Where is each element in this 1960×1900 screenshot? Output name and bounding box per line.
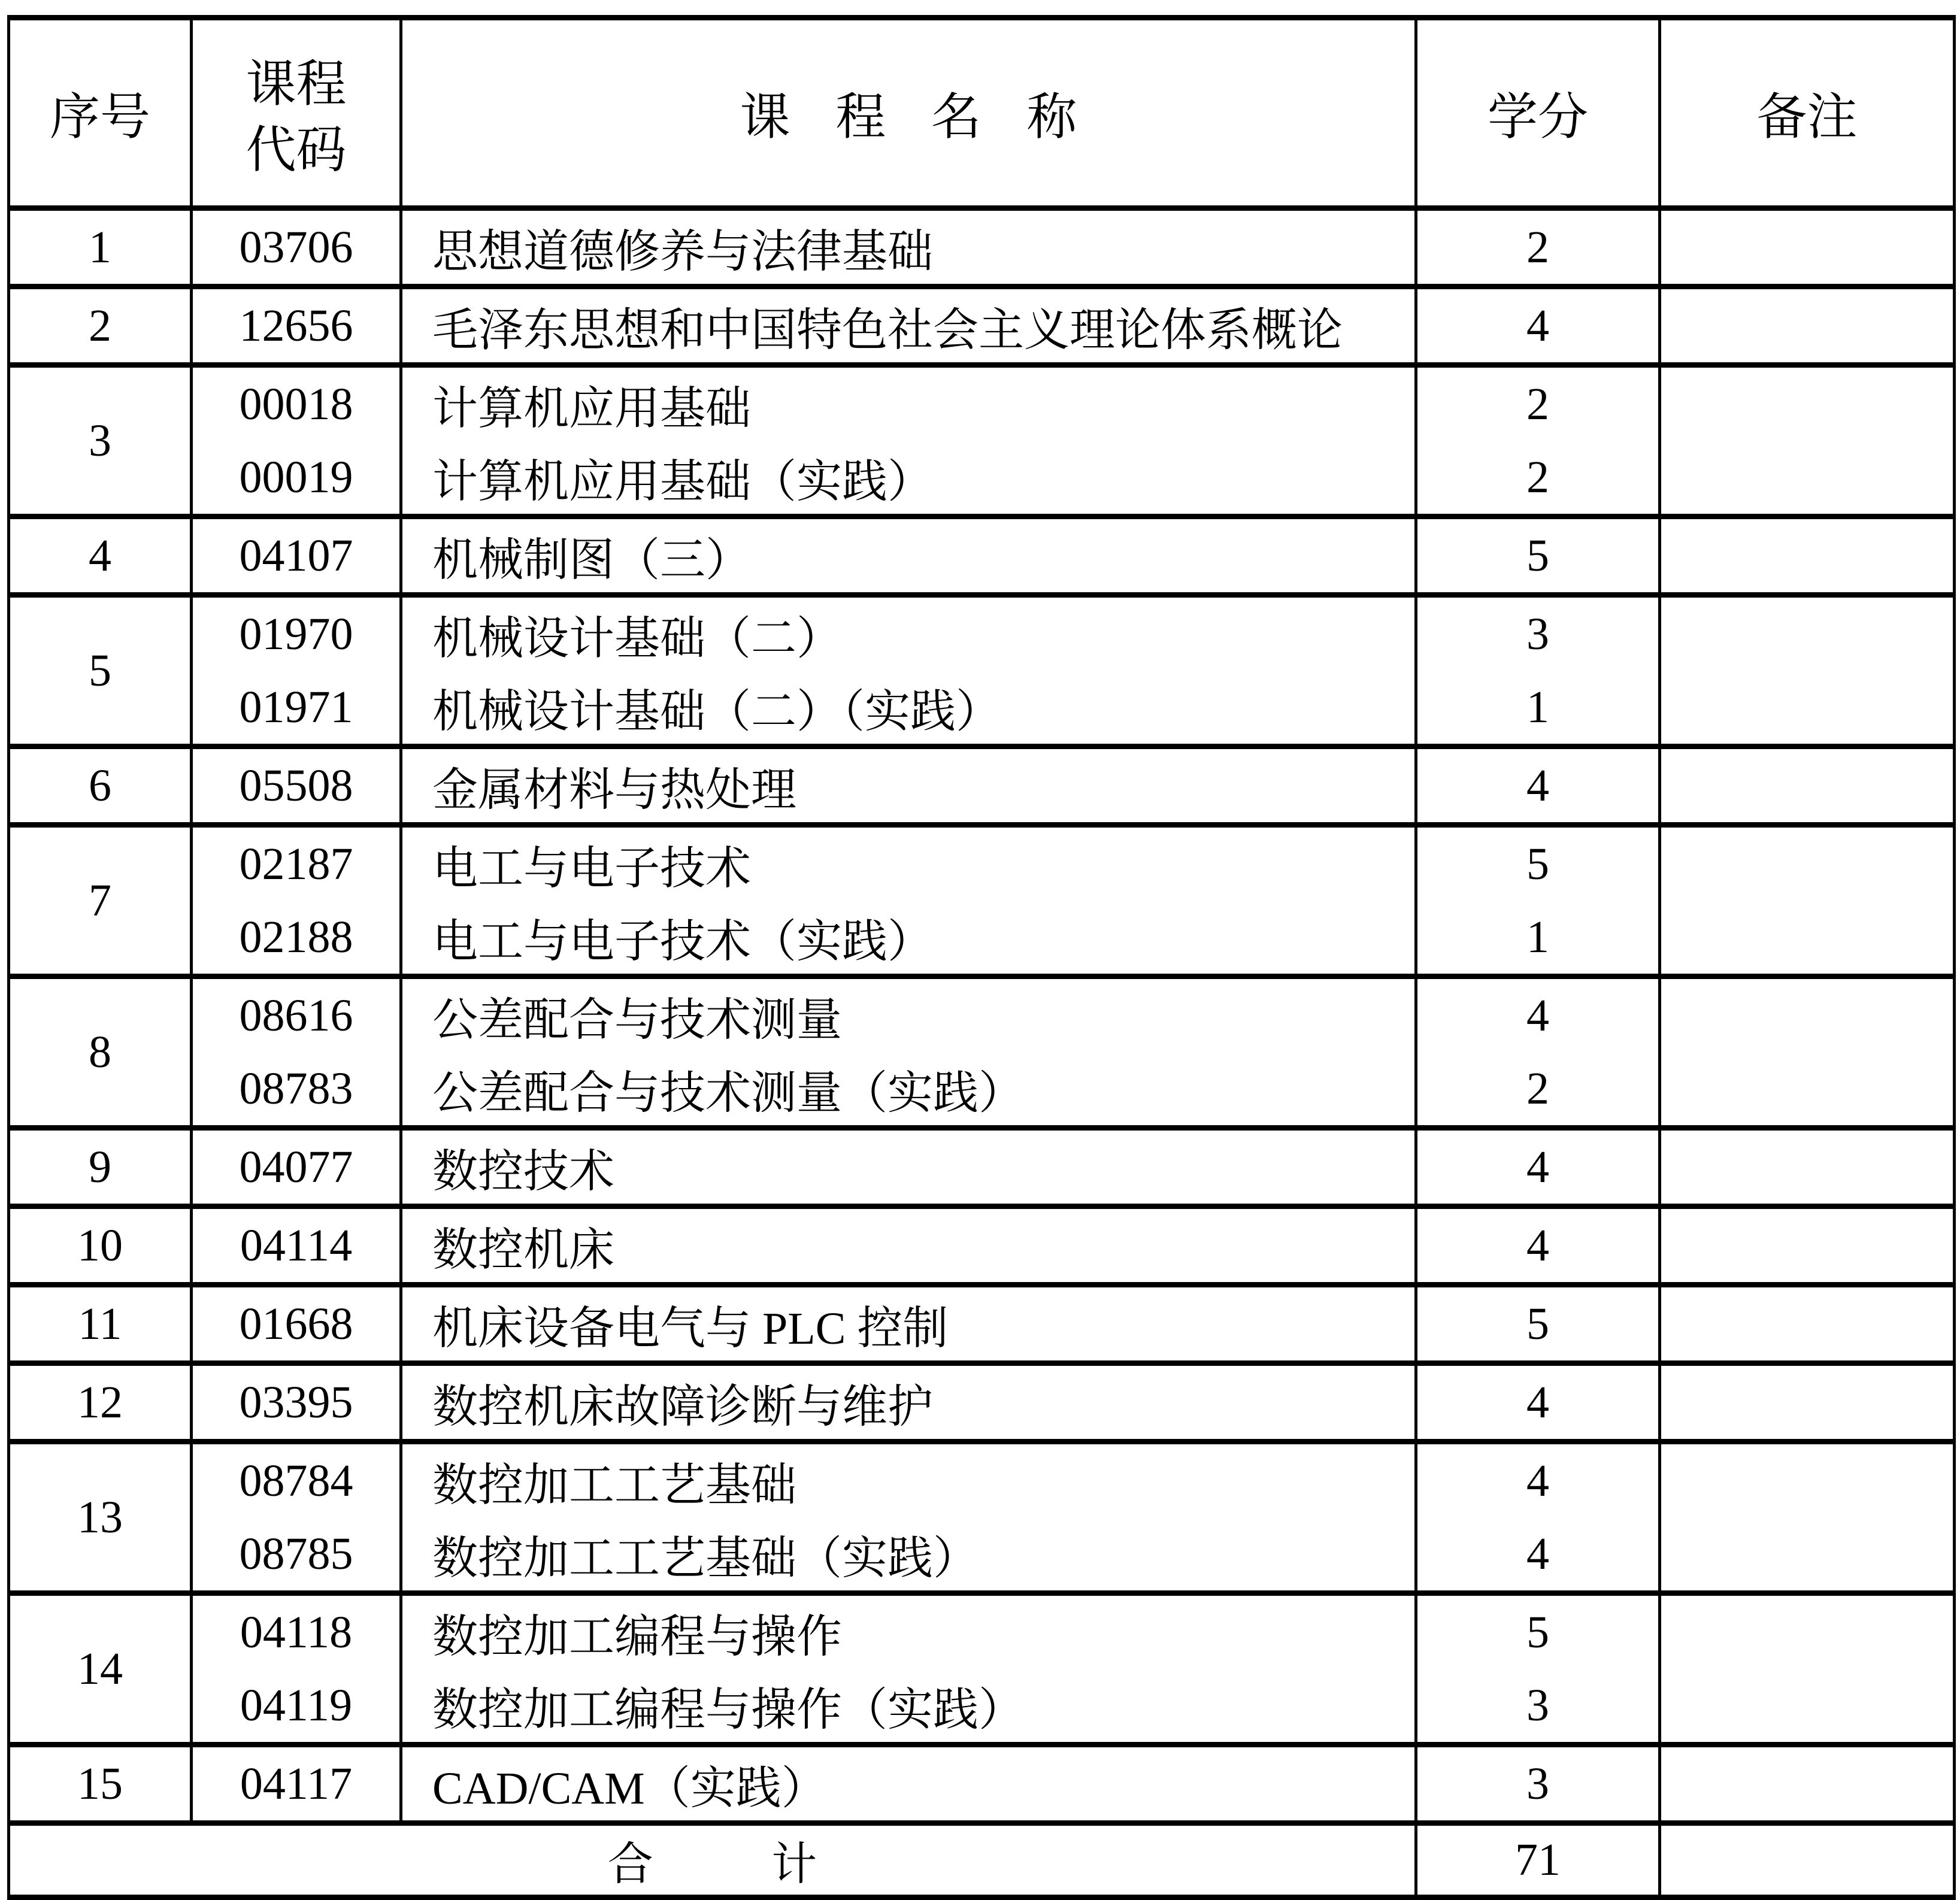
course-name-cell <box>401 208 1416 287</box>
course-code-cell <box>192 977 401 1128</box>
course-credit: 4 <box>1526 990 1549 1041</box>
course-name-cell <box>401 1593 1416 1745</box>
course-name: 机械设计基础（二） <box>432 613 842 664</box>
course-name-cell <box>401 1442 1416 1593</box>
course-code: 04077 <box>239 1141 353 1192</box>
course-name: 计算机应用基础（实践） <box>432 456 933 507</box>
course-name: 电工与电子技术（实践） <box>432 916 933 967</box>
course-code: 04118 <box>240 1607 353 1657</box>
table-row <box>9 747 1955 825</box>
course-credit: 5 <box>1526 1298 1549 1349</box>
course-code: 03706 <box>239 222 353 272</box>
course-name-cell <box>401 1745 1416 1823</box>
course-code: 05508 <box>239 760 353 811</box>
table-row <box>9 1745 1955 1823</box>
course-credit-cell <box>1416 747 1660 825</box>
course-credit: 5 <box>1526 1607 1549 1657</box>
course-name: 公差配合与技术测量（实践） <box>432 1068 1024 1119</box>
course-name: 电工与电子技术 <box>432 843 751 894</box>
seq-cell: 13 <box>9 1442 192 1593</box>
course-code-cell <box>192 1285 401 1363</box>
course-name-cell <box>401 365 1416 517</box>
remark-cell <box>1660 1745 1955 1823</box>
remark-cell <box>1660 287 1955 365</box>
header-course-code <box>192 18 401 208</box>
course-code-cell <box>192 747 401 825</box>
course-code: 04119 <box>240 1680 353 1731</box>
course-credit: 1 <box>1526 681 1549 732</box>
course-credit-cell <box>1416 595 1660 747</box>
course-name: 数控技术 <box>432 1146 614 1197</box>
course-credit: 4 <box>1526 760 1549 811</box>
course-code-cell <box>192 1745 401 1823</box>
course-code: 03395 <box>239 1377 353 1428</box>
course-credit: 2 <box>1526 1063 1549 1114</box>
table-row <box>9 595 1955 747</box>
course-code: 08616 <box>239 990 353 1041</box>
seq-cell: 9 <box>9 1128 192 1207</box>
course-name: 机械制图（三） <box>432 535 751 586</box>
course-credit: 4 <box>1526 1220 1549 1271</box>
header-remark: 备注 <box>1660 18 1955 208</box>
header-course-code-line1: 课程 <box>246 57 347 113</box>
course-name: 毛泽东思想和中国特色社会主义理论体系概论 <box>432 305 1343 356</box>
remark-cell <box>1660 595 1955 747</box>
course-code: 08784 <box>239 1455 353 1506</box>
course-name: 数控机床 <box>432 1225 614 1275</box>
course-credit: 1 <box>1526 911 1549 962</box>
course-credit-cell <box>1416 1593 1660 1745</box>
course-credit-cell <box>1416 1128 1660 1207</box>
course-name: 数控加工工艺基础 <box>432 1460 796 1511</box>
course-code-cell <box>192 825 401 977</box>
seq-cell: 4 <box>9 517 192 595</box>
table-row <box>9 1207 1955 1285</box>
seq-cell: 15 <box>9 1745 192 1823</box>
course-code: 04107 <box>239 530 353 581</box>
course-credit-cell <box>1416 208 1660 287</box>
course-credit-cell <box>1416 1363 1660 1442</box>
seq-cell: 6 <box>9 747 192 825</box>
header-credit: 学分 <box>1416 18 1660 208</box>
table-row <box>9 287 1955 365</box>
course-code-cell <box>192 1593 401 1745</box>
course-name: CAD/CAM（实践） <box>432 1763 827 1814</box>
course-credit: 5 <box>1526 838 1549 889</box>
table-row <box>9 977 1955 1128</box>
header-row <box>9 18 1955 208</box>
course-credit-cell <box>1416 1207 1660 1285</box>
seq-cell: 5 <box>9 595 192 747</box>
total-label: 合计 <box>9 1823 1416 1898</box>
course-credit: 4 <box>1526 300 1549 351</box>
course-credit: 2 <box>1526 378 1549 429</box>
course-name: 计算机应用基础 <box>432 383 751 434</box>
remark-cell <box>1660 1128 1955 1207</box>
header-seq: 序号 <box>9 18 192 208</box>
course-name-cell <box>401 1128 1416 1207</box>
course-credit: 2 <box>1526 222 1549 272</box>
table-row <box>9 517 1955 595</box>
course-code: 00018 <box>239 378 353 429</box>
course-code-cell <box>192 287 401 365</box>
remark-cell <box>1660 1207 1955 1285</box>
seq-cell: 1 <box>9 208 192 287</box>
course-code: 02188 <box>239 911 353 962</box>
course-code: 01668 <box>239 1298 353 1349</box>
course-credit: 3 <box>1526 1758 1549 1809</box>
seq-cell: 7 <box>9 825 192 977</box>
seq-cell: 8 <box>9 977 192 1128</box>
course-name: 金属材料与热处理 <box>432 765 796 816</box>
course-credit: 4 <box>1526 1377 1549 1428</box>
course-name-cell <box>401 977 1416 1128</box>
seq-cell: 2 <box>9 287 192 365</box>
course-name: 数控加工工艺基础（实践） <box>432 1533 979 1584</box>
total-credit: 71 <box>1416 1823 1660 1898</box>
course-credit-cell <box>1416 287 1660 365</box>
course-credit: 5 <box>1526 530 1549 581</box>
seq-cell: 14 <box>9 1593 192 1745</box>
course-credit-cell <box>1416 977 1660 1128</box>
course-code: 08785 <box>239 1528 353 1579</box>
table-row <box>9 1363 1955 1442</box>
remark-cell <box>1660 1363 1955 1442</box>
course-name-cell <box>401 1363 1416 1442</box>
course-credit: 4 <box>1526 1528 1549 1579</box>
course-name-cell <box>401 747 1416 825</box>
course-credit: 2 <box>1526 451 1549 502</box>
course-code: 01971 <box>239 681 353 732</box>
table-row <box>9 1442 1955 1593</box>
remark-cell <box>1660 825 1955 977</box>
remark-cell <box>1660 1442 1955 1593</box>
course-name-cell <box>401 825 1416 977</box>
course-credit: 4 <box>1526 1141 1549 1192</box>
course-name: 公差配合与技术测量 <box>432 995 842 1046</box>
course-code-cell <box>192 1363 401 1442</box>
course-code: 01970 <box>239 608 353 659</box>
course-code: 08783 <box>239 1063 353 1114</box>
course-name-cell <box>401 1207 1416 1285</box>
table-row <box>9 1128 1955 1207</box>
course-code-cell <box>192 365 401 517</box>
course-name: 数控机床故障诊断与维护 <box>432 1381 933 1432</box>
course-name-cell <box>401 1285 1416 1363</box>
remark-cell <box>1660 208 1955 287</box>
course-name: 机械设计基础（二）（实践） <box>432 686 1001 737</box>
course-code: 00019 <box>239 451 353 502</box>
total-row <box>9 1823 1955 1898</box>
seq-cell: 11 <box>9 1285 192 1363</box>
remark-cell <box>1660 977 1955 1128</box>
course-name: 机床设备电气与 PLC 控制 <box>432 1303 949 1354</box>
course-name: 思想道德修养与法律基础 <box>432 226 933 277</box>
table-row <box>9 365 1955 517</box>
table-row <box>9 1593 1955 1745</box>
course-name-cell <box>401 287 1416 365</box>
seq-cell: 12 <box>9 1363 192 1442</box>
course-credit: 4 <box>1526 1455 1549 1506</box>
course-credit-cell <box>1416 365 1660 517</box>
course-name-cell <box>401 517 1416 595</box>
course-code-cell <box>192 208 401 287</box>
course-name: 数控加工编程与操作（实践） <box>432 1684 1024 1735</box>
header-course-name: 课程名称 <box>401 18 1416 208</box>
course-name: 数控加工编程与操作 <box>432 1611 842 1662</box>
course-code: 02187 <box>239 838 353 889</box>
seq-cell: 10 <box>9 1207 192 1285</box>
course-code: 04117 <box>240 1758 353 1809</box>
table-row <box>9 208 1955 287</box>
table-row <box>9 1285 1955 1363</box>
course-name-cell <box>401 595 1416 747</box>
table-row <box>9 825 1955 977</box>
course-code-cell <box>192 1442 401 1593</box>
course-code-cell <box>192 595 401 747</box>
remark-cell <box>1660 747 1955 825</box>
course-credit-cell <box>1416 1442 1660 1593</box>
course-credit-cell <box>1416 517 1660 595</box>
course-credit-cell <box>1416 1745 1660 1823</box>
course-code-cell <box>192 1128 401 1207</box>
course-code-cell <box>192 1207 401 1285</box>
seq-cell: 3 <box>9 365 192 517</box>
course-code: 12656 <box>239 300 353 351</box>
remark-cell <box>1660 1593 1955 1745</box>
remark-cell <box>1660 1285 1955 1363</box>
header-course-code-line2: 代码 <box>246 123 347 178</box>
remark-cell <box>1660 517 1955 595</box>
total-remark <box>1660 1823 1955 1898</box>
course-code-cell <box>192 517 401 595</box>
course-credit: 3 <box>1526 608 1549 659</box>
remark-cell <box>1660 365 1955 517</box>
course-credit: 3 <box>1526 1680 1549 1731</box>
course-table <box>7 15 1956 1900</box>
course-credit-cell <box>1416 1285 1660 1363</box>
course-code: 04114 <box>240 1220 353 1271</box>
course-credit-cell <box>1416 825 1660 977</box>
